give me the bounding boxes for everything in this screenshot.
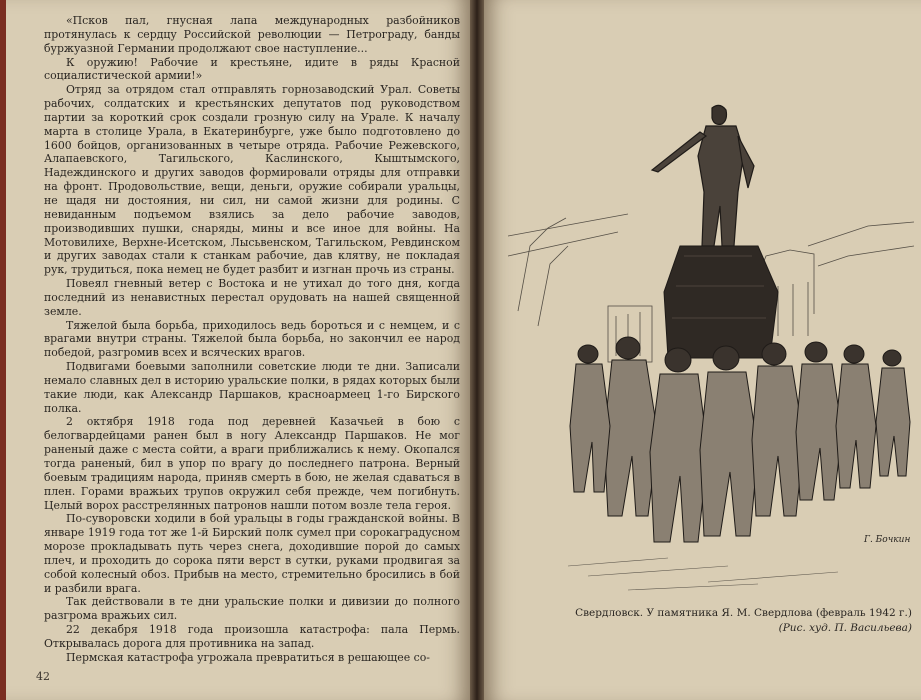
book-gutter bbox=[470, 0, 484, 700]
artist-credit: (Рис. худ. П. Васильева) bbox=[778, 622, 912, 634]
pedestal bbox=[664, 246, 778, 358]
paragraph: 2 октября 1918 года под деревней Казачьей в бою с белогвардейцами ранен был в ногу Александр Паршаков. Не мог раненый даже с места сойти, а враги приближались к нему. Окопался тогда раненый, бил в упор по врагу до последнего патрона. Верный боевым традициям народа, приняв смерть в бою, не желая сдаваться в плен. Горами вражьих трупов окружил себя прежде, чем погибнуть. Целый ворох расстрелянных патронов нашли потом возле тела героя. bbox=[44, 415, 460, 512]
monument-illustration bbox=[508, 96, 914, 596]
caption-text: Свердловск. У памятника Я. М. Свердлова (февраль 1942 г.) bbox=[575, 607, 912, 619]
statue bbox=[652, 105, 754, 246]
paragraph: Тяжелой была борьба, приходилось ведь бороться и с немцем, и с врагами внутри страны. Тяжелой была борьба, но закончил ее народ победой, разгромив всех и всяческих врагов. bbox=[44, 318, 460, 360]
page-number: 42 bbox=[36, 670, 50, 683]
paragraph: Подвигами боевыми заполнили советские люди те дни. Записали немало славных дел в историю уральские полки, в рядах которых были такие люди, как Александр Паршаков, красноармеец 1-го Бирского полка. bbox=[44, 360, 460, 415]
paragraph: Так действовали в те дни уральские полки и дивизии до полного разгрома вражьих сил. bbox=[44, 595, 460, 623]
body-text bbox=[44, 14, 460, 665]
paragraph: К оружию! Рабочие и крестьяне, идите в ряды Красной социалистической армии!» bbox=[44, 55, 460, 83]
paragraph: 22 декабря 1918 года произошла катастрофа: пала Пермь. Открывалась дорога для противника на запад. bbox=[44, 623, 460, 650]
artist-signature: Г. Бочкин bbox=[864, 535, 911, 545]
soldiers bbox=[570, 337, 910, 542]
paragraph: Повеял гневный ветер с Востока и не утихал до того дня, когда последний из ненавистных перестал орудовать на нашей священной земле. bbox=[44, 277, 460, 318]
illustration-caption bbox=[506, 606, 912, 636]
paragraph: «Псков пал, гнусная лапа международных разбойников протянулась к сердцу Российской революции — Петрограду, банды буржуазной Германии продолжают свое наступление... bbox=[44, 14, 460, 55]
right-page bbox=[484, 0, 921, 700]
paragraph: Пермская катастрофа угрожала превратиться в решающее со- bbox=[66, 650, 430, 664]
paragraph: Отряд за отрядом стал отправлять горнозаводский Урал. Советы рабочих, солдатских и крестьянских депутатов под руководством партии за короткий срок создали грозную силу на Урале. К началу марта в столице Урала, в Екатеринбурге, уже было подготовлено до 1600 бойцов, организованных в четыре отряда. Рабочие Режевского, Алапаевского, Тагильского, Каслинского, Кыштымского, Надеждинского и других заводов формировали отряды для отправки на фронт. Продовольствие, вещи, деньги, оружие собирали уральцы, не щадя ни достояния, ни сил, ни самой жизни для родины. С невиданным подъемом взялись за дело рабочие заводов, производивших пушки, снаряды, мины и все иное для войны. На Мотовилихе, Верхне-Исетском, Лысьвенском, Тагильском, Ревдинском и других заводах стали к станкам рабочие, дав клятву, не покладая рук, трудиться, пока немец не будет разбит и изгнан прочь из страны. bbox=[44, 83, 460, 277]
paragraph: По-суворовски ходили в бой уральцы в годы гражданской войны. В январе 1919 года тот же 1-й Бирский полк сумел при сорокаградусном морозе прокладывать путь через снега, доходившие порой до самых плеч, и проходить до сорока пяти верст в сутки, руками продвигая за собой колесный обоз. Прибыв на место, стремительно бросились в бой и разбили врага. bbox=[44, 512, 460, 595]
